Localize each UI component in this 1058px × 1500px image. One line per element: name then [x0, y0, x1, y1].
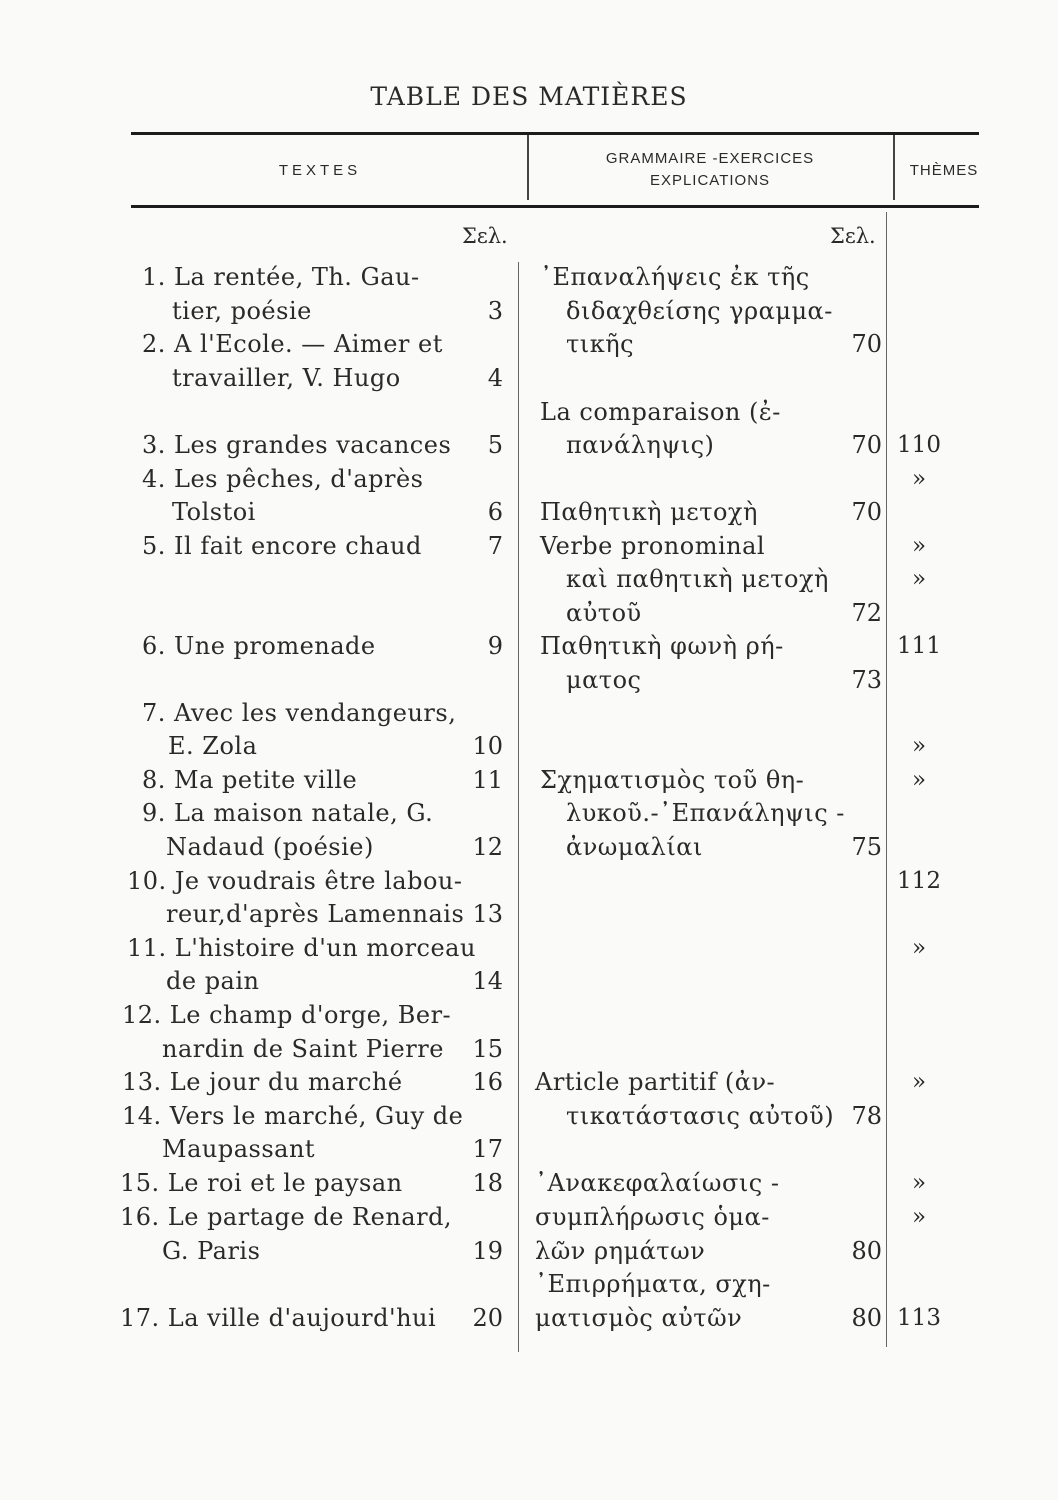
textes-page: 18: [472, 1169, 503, 1197]
grammaire-line: συμπλήρωσις ὁμα-: [535, 1203, 770, 1231]
textes-line: 12. Le champ d'orge, Ber-: [122, 1001, 452, 1029]
grammaire-line: τικατάστασις αὐτοῦ): [566, 1102, 835, 1130]
textes-line: Maupassant: [162, 1135, 316, 1163]
grammaire-line: διδαχθείσης γραμμα-: [566, 297, 833, 325]
textes-line: travailler, V. Hugo: [172, 364, 401, 392]
grammaire-line: καὶ παθητικὴ μετοχὴ: [566, 565, 829, 593]
grammaire-line: ᾿Επιρρήματα, σχη-: [535, 1270, 771, 1298]
grammaire-line: ματος: [566, 666, 642, 694]
grammaire-line: λυκοῦ.-᾿Επανάληψις -: [566, 799, 845, 827]
grammaire-line: ματισμὸς αὐτῶν: [535, 1304, 743, 1332]
textes-page: 13: [472, 900, 503, 928]
theme-value: »: [911, 1170, 927, 1196]
top-rule: [131, 132, 979, 135]
textes-page: 12: [472, 833, 503, 861]
textes-page: 7: [487, 532, 503, 560]
textes-line: reur,d'après Lamennais: [166, 900, 465, 928]
page-title: TABLE DES MATIÈRES: [370, 82, 688, 111]
textes-line: 11. L'histoire d'un morceau: [127, 934, 476, 962]
textes-line: 14. Vers le marché, Guy de: [122, 1102, 464, 1130]
grammaire-line: λῶν ρημάτων: [535, 1237, 706, 1265]
theme-value: »: [911, 935, 927, 961]
theme-value: »: [911, 1069, 927, 1095]
textes-page: 4: [487, 364, 503, 392]
textes-line: 9. La maison natale, G.: [142, 799, 434, 827]
textes-line: 3. Les grandes vacances: [142, 431, 452, 459]
theme-value: »: [911, 1204, 927, 1230]
grammaire-line: ᾿Ανακεφαλαίωσις -: [535, 1169, 780, 1197]
textes-line: 15. Le roi et le paysan: [120, 1169, 403, 1197]
textes-line: nardin de Saint Pierre: [162, 1035, 444, 1063]
grammaire-page: 73: [851, 666, 882, 694]
textes-line: 6. Une promenade: [142, 632, 376, 660]
textes-page: 11: [472, 766, 503, 794]
grammaire-page: 80: [851, 1304, 882, 1332]
grammaire-line: Παθητικὴ φωνὴ ρή-: [540, 632, 784, 660]
textes-page: 3: [487, 297, 503, 325]
grammaire-line: τικῆς: [566, 330, 635, 358]
grammaire-page: 70: [851, 498, 882, 526]
grammaire-page: 78: [851, 1102, 882, 1130]
grammaire-line: ᾿Επαναλήψεις ἐκ τῆς: [540, 263, 810, 291]
textes-line: 7. Avec les vendangeurs,: [142, 699, 457, 727]
grammaire-page: 72: [851, 599, 882, 627]
grammaire-line: Παθητικὴ μετοχὴ: [540, 498, 758, 526]
textes-page: 15: [472, 1035, 503, 1063]
textes-line: tier, poésie: [172, 297, 312, 325]
theme-value: »: [911, 533, 927, 559]
textes-page: 9: [487, 632, 503, 660]
textes-line: Tolstoi: [172, 498, 256, 526]
column-divider-1-body: [518, 262, 519, 1352]
theme-value: »: [911, 733, 927, 759]
theme-value: »: [911, 466, 927, 492]
sel-label-grammaire: Σελ.: [830, 224, 876, 248]
grammaire-line: ἀνωμαλίαι: [566, 833, 703, 861]
textes-line: 2. A l'Ecole. — Aimer et: [142, 330, 443, 358]
grammaire-line: Verbe pronominal: [540, 532, 766, 560]
header-grammaire-line2: EXPLICATIONS: [649, 172, 771, 189]
theme-value: 113: [897, 1305, 941, 1331]
textes-line: 10. Je voudrais être labou-: [127, 867, 463, 895]
textes-page: 16: [472, 1068, 503, 1096]
grammaire-page: 80: [851, 1237, 882, 1265]
textes-page: 10: [472, 732, 503, 760]
grammaire-line: Σχηματισμὸς τοῦ θη-: [540, 766, 805, 794]
theme-value: 111: [897, 633, 941, 659]
textes-line: G. Paris: [162, 1237, 261, 1265]
column-divider-1: [527, 135, 529, 200]
textes-line: 4. Les pêches, d'après: [142, 465, 424, 493]
header-grammaire-line1: GRAMMAIRE -EXERCICES: [605, 150, 815, 167]
theme-value: 112: [897, 868, 941, 894]
textes-line: 1. La rentée, Th. Gau-: [142, 263, 420, 291]
grammaire-line: Article partitif (ἀν-: [535, 1068, 776, 1096]
column-divider-2: [893, 135, 895, 200]
textes-page: 19: [472, 1237, 503, 1265]
theme-value: »: [911, 767, 927, 793]
textes-page: 6: [487, 498, 503, 526]
grammaire-line: La comparaison (ἐ-: [540, 398, 781, 426]
sel-label-textes: Σελ.: [462, 224, 508, 248]
header-themes: THÈMES: [909, 162, 979, 179]
textes-line: 13. Le jour du marché: [122, 1068, 403, 1096]
textes-line: Nadaud (poésie): [166, 833, 374, 861]
textes-page: 5: [487, 431, 503, 459]
textes-page: 14: [472, 967, 503, 995]
header-grammaire: [560, 148, 860, 192]
grammaire-page: 70: [851, 431, 882, 459]
header-bottom-rule: [131, 205, 979, 208]
textes-line: 5. Il fait encore chaud: [142, 532, 422, 560]
grammaire-page: 75: [851, 833, 882, 861]
textes-page: 20: [472, 1304, 503, 1332]
theme-value: »: [911, 566, 927, 592]
textes-line: de pain: [166, 967, 260, 995]
grammaire-page: 70: [851, 330, 882, 358]
theme-value: 110: [897, 432, 941, 458]
textes-line: 17. La ville d'aujourd'hui: [120, 1304, 437, 1332]
grammaire-line: πανάληψις): [566, 431, 715, 459]
textes-line: 16. Le partage de Renard,: [120, 1203, 453, 1231]
textes-page: 17: [472, 1135, 503, 1163]
header-textes: TEXTES: [278, 162, 362, 179]
textes-line: 8. Ma petite ville: [142, 766, 358, 794]
textes-line: E. Zola: [168, 732, 258, 760]
grammaire-line: αὐτοῦ: [566, 599, 642, 627]
